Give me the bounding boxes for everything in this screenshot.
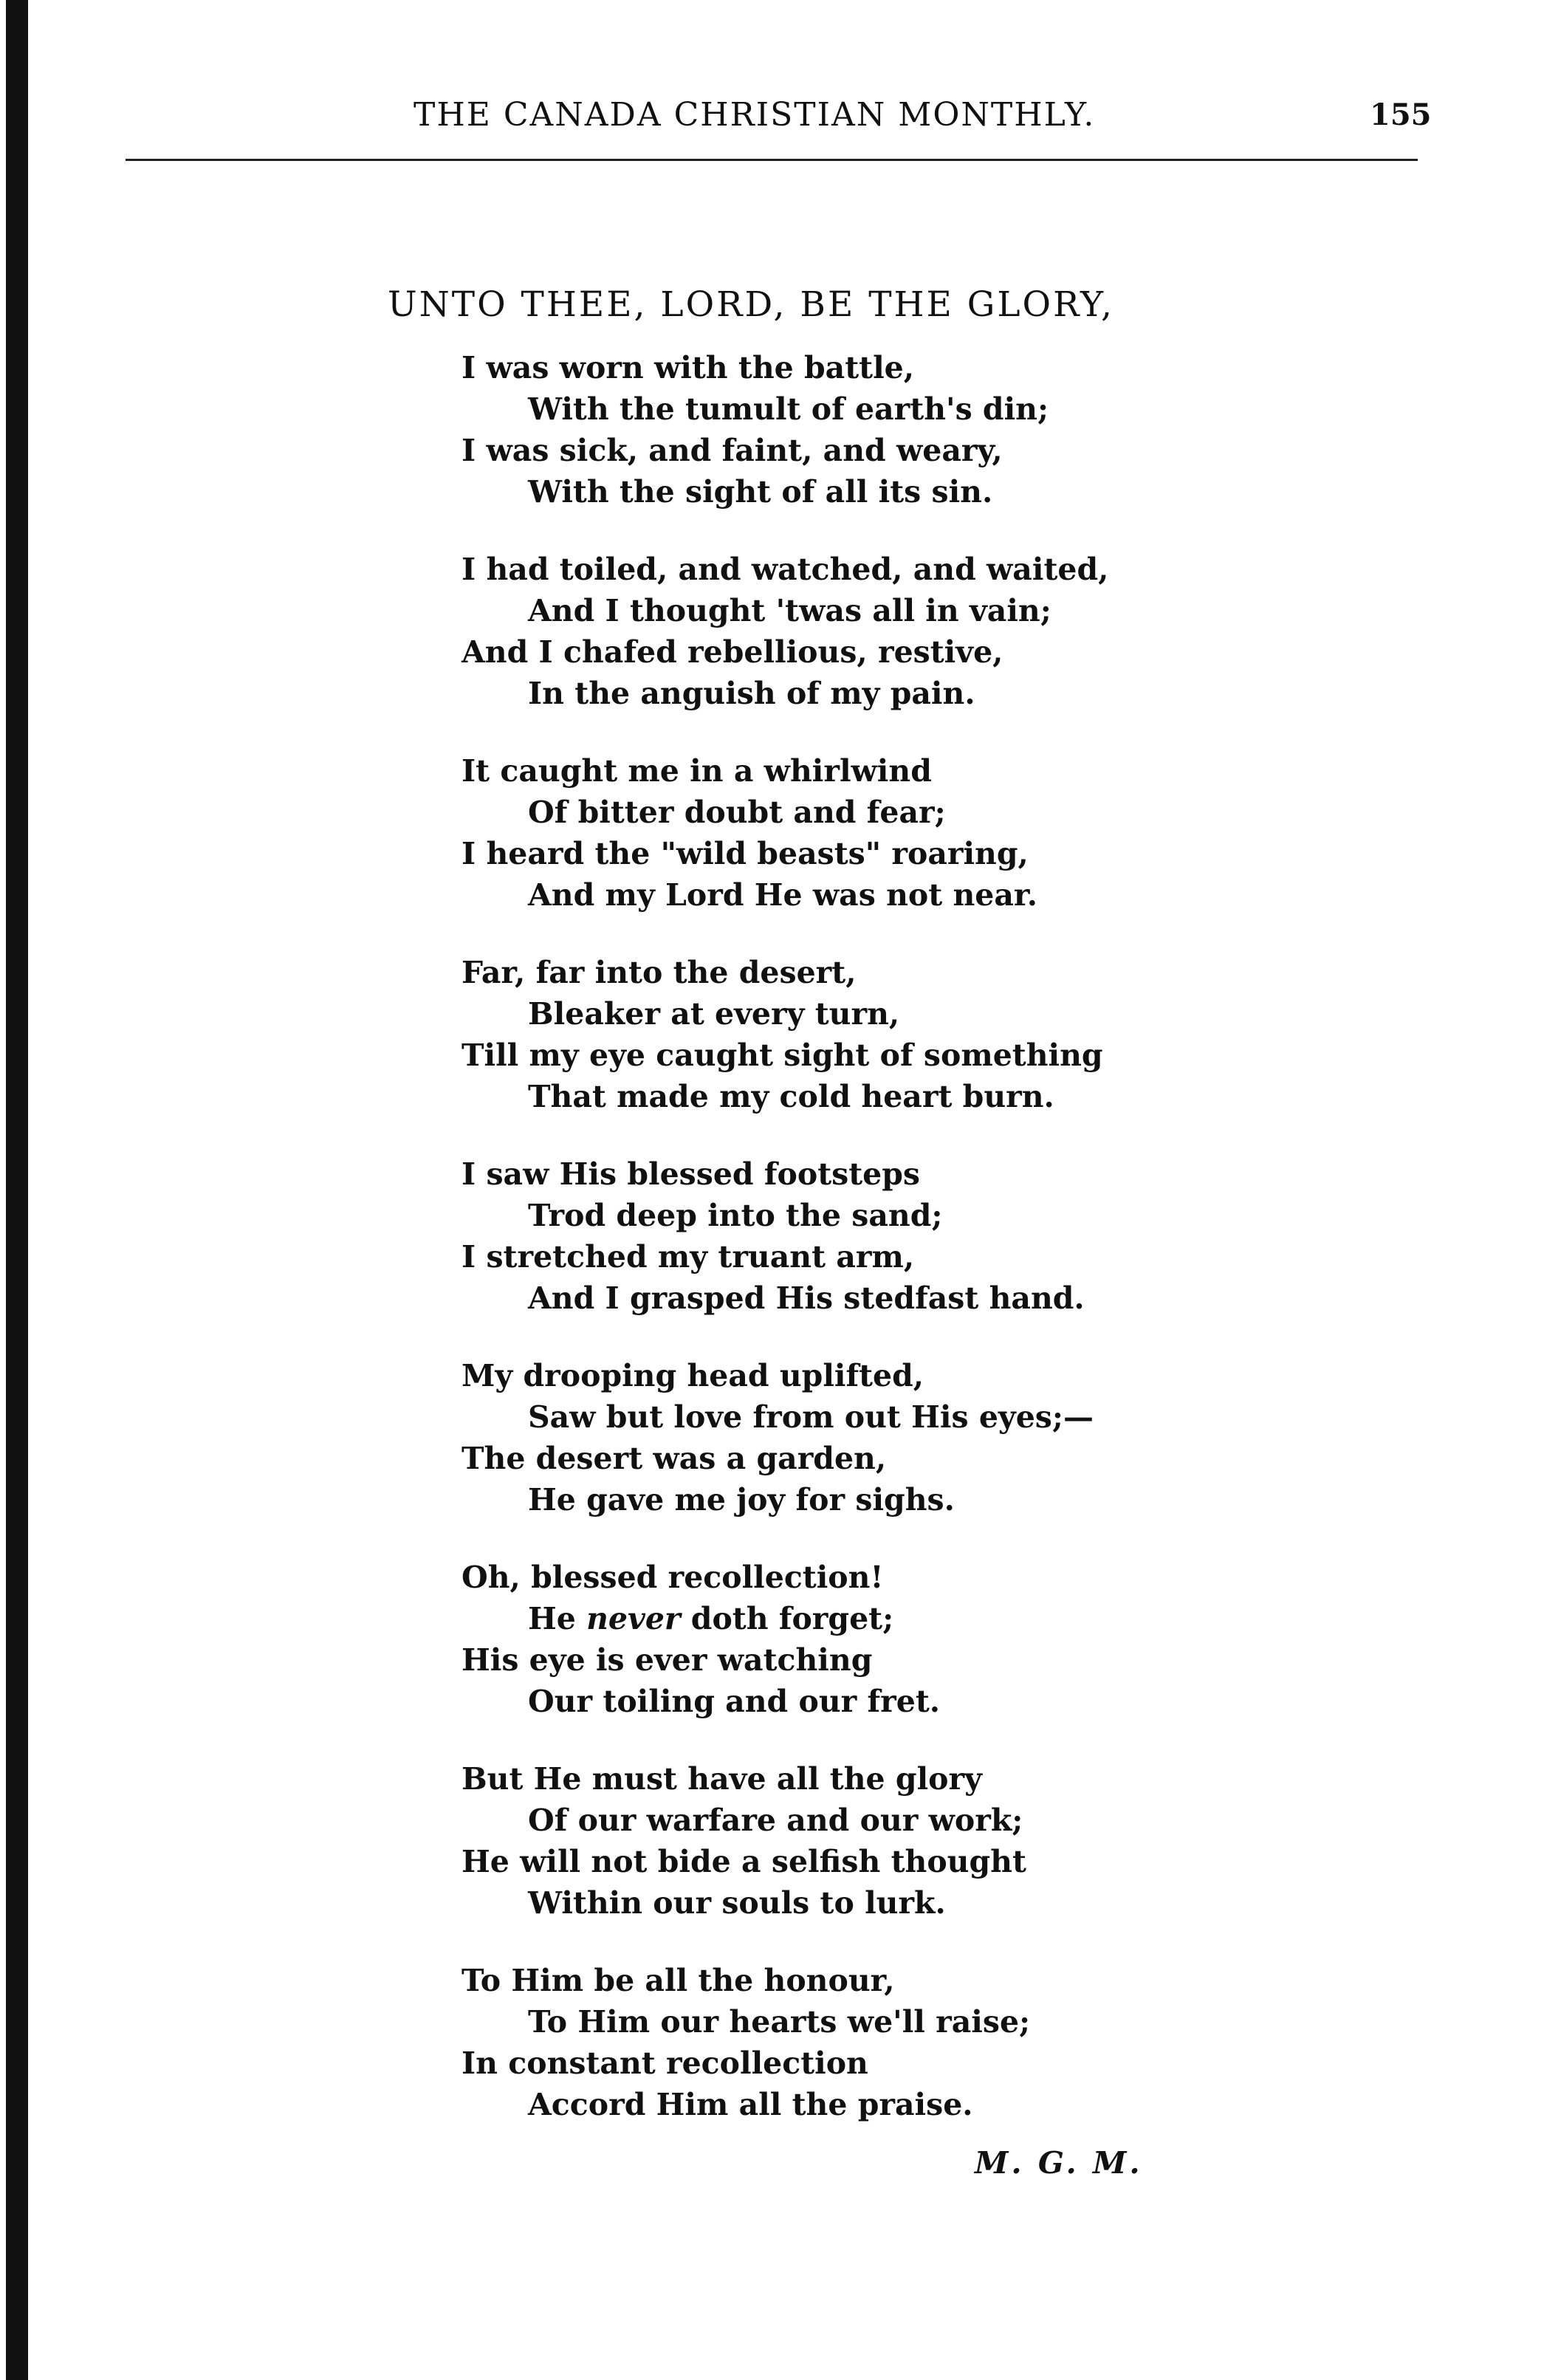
stanza [462,1758,1108,1924]
stanza [462,1557,1108,1722]
line-segment: doth forget; [680,1601,894,1636]
page-binding-edge [6,0,28,2380]
header-rule [126,159,1418,161]
stanza [462,1355,1108,1520]
stanza [462,1153,1108,1319]
running-title: THE CANADA CHRISTIAN MONTHLY. [414,96,1096,134]
stanza [462,347,1108,512]
poem-line: And I grasped His stedfast hand. [528,1280,1085,1316]
poem-line: Accord Him all the praise. [528,2087,973,2122]
poem-line: Oh, blessed recollection! [462,1560,884,1595]
stanza [462,750,1108,916]
poem-body [462,347,1108,2161]
poem-line: Trod deep into the sand; [528,1198,943,1233]
poem-line: Bleaker at every turn, [528,996,900,1032]
poem-line: Saw but love from out His eyes;— [528,1399,1094,1435]
poem-line: I stretched my truant arm, [462,1239,915,1275]
poem-line: To Him our hearts we'll raise; [528,2004,1031,2040]
poem-line: He gave me joy for sighs. [528,1482,955,1517]
poem-line: Our toiling and our fret. [528,1684,941,1719]
poem-line: With the tumult of earth's din; [528,391,1049,427]
poem-line: It caught me in a whirlwind [462,753,932,789]
poem-line: His eye is ever watching [462,1642,873,1678]
poem-line: I had toiled, and watched, and waited, [462,552,1109,587]
page-number: 155 [1370,97,1432,132]
poem-line: That made my cold heart burn. [528,1079,1054,1114]
stanza [462,1960,1108,2125]
poem-line: The desert was a garden, [462,1441,887,1476]
poem-line: In constant recollection [462,2045,868,2081]
poem-line: And my Lord He was not near. [528,877,1038,913]
poem-line: Of our warfare and our work; [528,1803,1023,1838]
poem-line: To Him be all the honour, [462,1963,895,1998]
poem-line: He will not bide a selfish thought [462,1844,1026,1879]
poem-line: Within our souls to lurk. [528,1885,946,1921]
author-initials: M. G. M. [975,2145,1143,2181]
poem-line: I heard the "wild beasts" roaring, [462,836,1029,871]
poem-line: And I thought 'twas all in vain; [528,593,1051,628]
stanza [462,549,1108,714]
poem-line: I saw His blessed footsteps [462,1156,920,1192]
poem-line: And I chafed rebellious, restive, [462,634,1003,670]
poem-line: I was sick, and faint, and weary, [462,433,1003,468]
stanza [462,952,1108,1117]
emphasized-word: never [586,1601,681,1636]
line-segment: He [528,1601,587,1636]
poem-line: With the sight of all its sin. [528,474,993,510]
poem-line: But He must have all the glory [462,1761,982,1797]
poem-line: In the anguish of my pain. [528,676,975,711]
poem-line: Of bitter doubt and fear; [528,795,946,830]
poem-line: Far, far into the desert, [462,955,857,990]
poem-line: Till my eye caught sight of something [462,1038,1103,1073]
poem-line: I was worn with the battle, [462,350,915,385]
poem-line: My drooping head uplifted, [462,1358,924,1393]
poem-line [462,1598,1108,1639]
poem-title: UNTO THEE, LORD, BE THE GLORY, [388,284,1114,325]
